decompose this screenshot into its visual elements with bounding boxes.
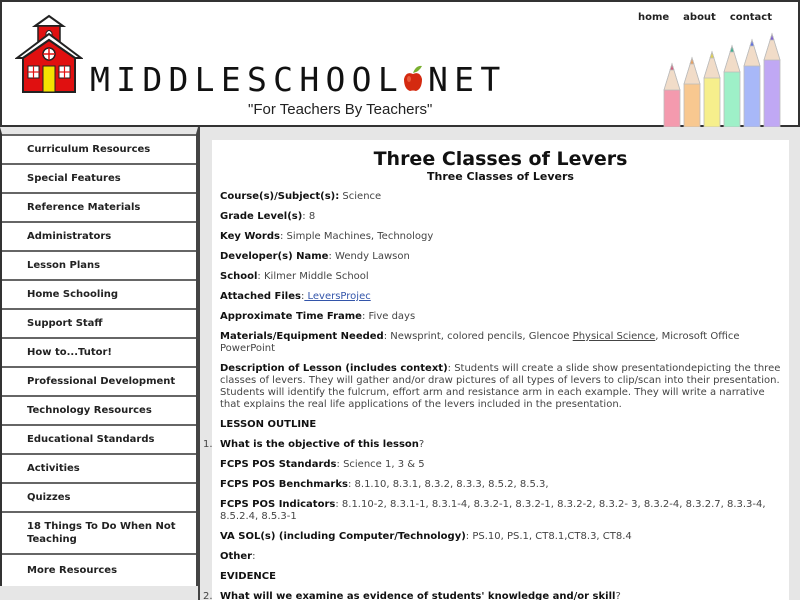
field-value: PS.10, PS.1, CT8.1,CT8.3, CT8.4 [472,531,632,542]
sidebar-item-activities[interactable]: Activities [2,453,196,482]
field-materials: Materials/Equipment Needed: Newsprint, colored pencils, Glencoe Physical Science, Microsoft Office PowerPoint [220,331,740,354]
site-header [0,0,800,127]
question-number: 2. [203,591,213,600]
field-label: School [220,271,258,282]
evidence-heading: EVIDENCE [220,571,276,582]
field-developer: Developer(s) Name: Wendy Lawson [220,251,410,262]
lesson-content [203,140,789,600]
field-school: School: Kilmer Middle School [220,271,369,282]
field-value: Five days [368,311,416,322]
field-label: Developer(s) Name [220,251,329,262]
sidebar-item-18-things[interactable]: 18 Things To Do When Not Teaching [2,511,196,553]
nav-contact-link[interactable]: contact [729,12,772,23]
field-value: 8.1.10-2, 8.3.1-1, 8.3.1-4, 8.3.2-1, 8.3.2-1, 8.3.2-2, 8.3.2- 3, 8.3.2-4, 8.3.2.7, 8.3.3-4, 8.5.2.4, 8.5.3-1 [220,499,766,522]
logo-text-left: MIDDLESCHOOL [90,60,405,99]
field-attached-files: Attached Files: LeversProjec [220,291,371,302]
page-subtitle: Three Classes of Levers [427,170,574,183]
field-value: Newsprint, colored pencils, Glencoe [390,331,573,342]
field-value: Students will create a slide show presentationdepicting the three classes of levers. They will gather and/or draw pictures of all types of levers to clip/scan into their presentation. Students will identify the fulcrum, effort arm and resistance arm in each example. They will write a narrative that explains the real life applications of the levers included in the presentation. [220,363,781,410]
colored-pencils-image [656,30,796,127]
apple-icon [402,63,424,93]
sidebar-item-quizzes[interactable]: Quizzes [2,482,196,511]
sidebar-item-educational-standards[interactable]: Educational Standards [2,424,196,453]
field-value: Science [342,191,382,202]
question-1 [203,439,781,451]
field-label: Description of Lesson (includes context) [220,363,448,374]
field-value: Simple Machines, Technology [286,231,434,242]
field-label: FCPS POS Standards [220,459,337,470]
field-label: FCPS POS Benchmarks [220,479,348,490]
nav-about-link[interactable]: about [683,12,716,23]
field-label: Other [220,551,253,562]
sidebar-item-administrators[interactable]: Administrators [2,221,196,250]
field-value: Wendy Lawson [335,251,410,262]
field-value: Science 1, 3 & 5 [343,459,425,470]
lesson-outline-heading: LESSON OUTLINE [220,419,317,430]
schoolhouse-icon[interactable] [15,14,83,94]
field-indicators: FCPS POS Indicators: 8.1.10-2, 8.3.1-1, 8.3.1-4, 8.3.2-1, 8.3.2-1, 8.3.2-2, 8.3.2- 3, 8.3.2-4, 8.3.2.7, 8.3.3-4, 8.5.2.4, 8.5.3-1 [220,499,766,522]
field-grade: Grade Level(s): 8 [220,211,316,222]
field-value: 8.1.10, 8.3.1, 8.3.2, 8.3.3, 8.5.2, 8.5.3, [354,479,549,490]
sidebar-nav [0,127,198,600]
sidebar-item-special-features[interactable]: Special Features [2,163,196,192]
field-label: FCPS POS Indicators [220,499,336,510]
question-mark: ? [615,591,621,600]
page-title: Three Classes of Levers [373,148,628,170]
sidebar-item-professional-development[interactable]: Professional Development [2,366,196,395]
field-label: VA SOL(s) (including Computer/Technology) [220,531,466,542]
sidebar-item-home-schooling[interactable]: Home Schooling [2,279,196,308]
field-label: Materials/Equipment Needed [220,331,384,342]
sidebar-item-lesson-plans[interactable]: Lesson Plans [2,250,196,279]
site-logo-text[interactable] [90,60,507,100]
field-value: Kilmer Middle School [263,271,369,282]
field-label: Attached Files [220,291,301,302]
field-label: Key Words [220,231,280,242]
question-mark: ? [418,439,425,450]
question-text: What is the objective of this lesson [220,439,419,450]
field-time-frame: Approximate Time Frame: Five days [220,311,416,322]
question-number: 1. [203,439,213,450]
field-standards: FCPS POS Standards: Science 1, 3 & 5 [220,459,425,470]
field-label: Course(s)/Subject(s) [220,191,336,202]
field-description: Description of Lesson (includes context): Students will create a slide show presentationdepicting the three classes of levers. They will gather and/or draw pictures of all types of levers to clip/scan into their presentation. Students will identify the fulcrum, effort arm and resistance arm in each example. They will write a narrative that explains the real life applications of the levers included in the presentation. [220,363,781,410]
sidebar-item-technology-resources[interactable]: Technology Resources [2,395,196,424]
top-nav [638,12,772,23]
question-text: What will we examine as evidence of students' knowledge and/or skill [220,591,616,600]
field-label: Grade Level(s) [220,211,303,222]
field-benchmarks: FCPS POS Benchmarks: 8.1.10, 8.3.1, 8.3.2, 8.3.3, 8.5.2, 8.5.3, [220,479,549,490]
site-tagline: "For Teachers By Teachers" [248,101,433,118]
field-label: Approximate Time Frame [220,311,362,322]
question-2 [203,591,781,600]
nav-home-link[interactable]: home [637,12,670,23]
field-va-sol: VA SOL(s) (including Computer/Technology): PS.10, PS.1, CT8.1,CT8.3, CT8.4 [220,531,632,542]
sidebar-item-more-resources[interactable]: More Resources [2,553,196,586]
sidebar-item-reference-materials[interactable]: Reference Materials [2,192,196,221]
field-value: 8 [308,211,316,222]
field-course: Course(s)/Subject(s): Science [220,191,382,202]
field-other: Other: [220,551,256,562]
sidebar-item-curriculum-resources[interactable]: Curriculum Resources [2,134,196,163]
sidebar-item-support-staff[interactable]: Support Staff [2,308,196,337]
logo-text-right: NET [428,60,507,99]
sidebar-item-how-to-tutor[interactable]: How to...Tutor! [2,337,196,366]
attached-file-link[interactable]: LeversProjec [304,291,371,302]
physical-science-link[interactable]: Physical Science [572,331,656,342]
field-value: , Microsoft Office PowerPoint [220,331,740,354]
field-keywords: Key Words: Simple Machines, Technology [220,231,434,242]
